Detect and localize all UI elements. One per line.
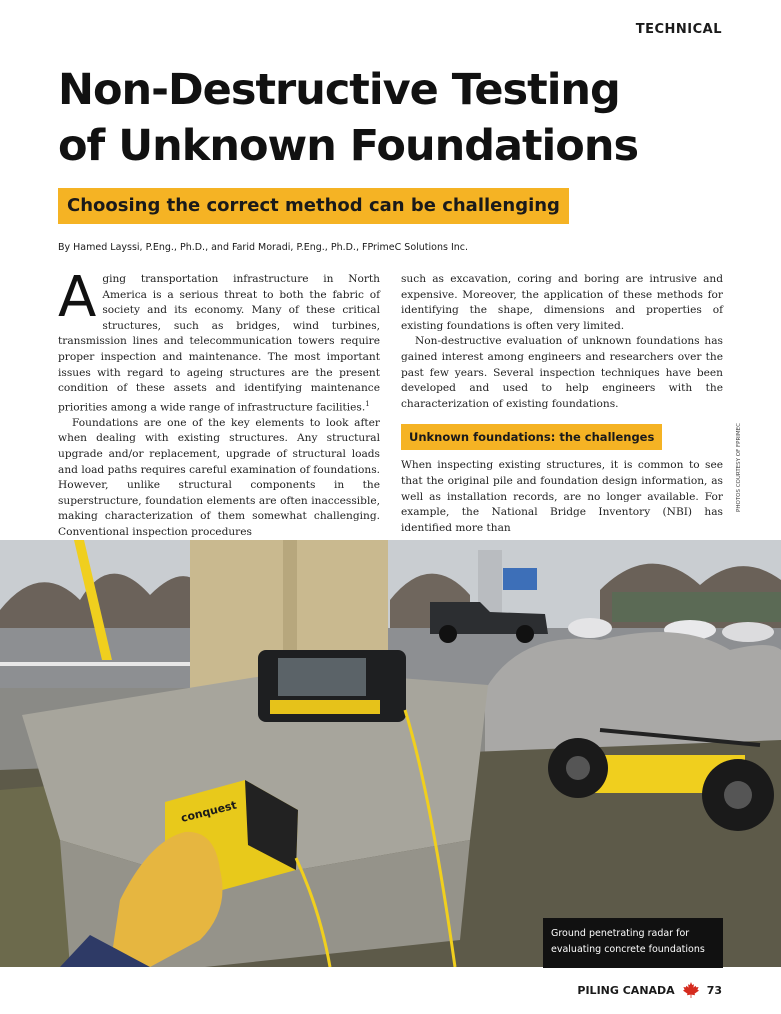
sensor-brand-label: conquest <box>179 798 238 825</box>
drop-cap: A <box>58 265 97 330</box>
caption-line-1: Ground penetrating radar for <box>551 928 690 939</box>
caption-line-2: evaluating concrete foundations <box>551 944 705 955</box>
article-subtitle: Choosing the correct method can be challenging <box>58 188 569 224</box>
section-subheading: Unknown foundations: the challenges <box>401 424 662 450</box>
byline: By Hamed Layssi, P.Eng., Ph.D., and Farid Moradi, P.Eng., Ph.D., FPrimeC Solutions Inc. <box>58 242 469 253</box>
paragraph-3: such as excavation, coring and boring are intrusive and expensive. Moreover, the application of these methods for identifying the shape, dimensions and properties of existing foundations is often very limited. <box>401 273 723 332</box>
paragraph-1 <box>58 265 380 416</box>
paragraph-1-text: ging transportation infrastructure in North America is a serious threat to both the fabric of society and its economy. Many of these critical structures, such as bridges, wind turbines, transmission lines and telecommunication towers require proper inspection and maintenance. The most important issues with regard to ageing structures are the present condition of these assets and identifying maintenance priorities among a wide range of infrastructure facilities. <box>58 273 380 414</box>
page-number: 73 <box>706 983 722 997</box>
publication-name: PILING CANADA <box>577 983 675 997</box>
paragraph-4: Non-destructive evaluation of unknown foundations has gained interest among engineers and researchers over the past few years. Several inspection techniques have been developed and used to help engineers with the characterization of existing foundations. <box>401 335 723 410</box>
footnote-marker: 1 <box>365 399 370 408</box>
article-title <box>58 62 738 174</box>
maple-leaf-icon <box>683 982 699 998</box>
section-label: TECHNICAL <box>635 22 722 37</box>
paragraph-5: When inspecting existing structures, it is common to see that the original pile and foundation design information, as well as installation records, are no longer available. For example, the National Bridge Inventory (NBI) has identified more than <box>401 459 723 534</box>
column-left <box>58 265 380 541</box>
title-line-2: of Unknown Foundations <box>58 121 639 171</box>
paragraph-2: Foundations are one of the key elements to look after when dealing with existing structures. Any structural upgrade and/or replacement, upgrade of structural loads and load paths requires careful examination of foundations. However, unlike structural components in the superstructure, foundation elements are often inaccessible, making characterization of them somewhat challenging. Conventional inspection procedures <box>58 416 380 539</box>
photo-credit: PHOTOS COURTESY OF FPRIMEC <box>736 423 742 512</box>
article-photo <box>0 540 781 967</box>
title-line-1: Non-Destructive Testing <box>58 65 620 115</box>
column-right <box>401 272 723 536</box>
page-footer <box>577 982 722 998</box>
photo-caption <box>543 918 723 968</box>
photo-illustration <box>0 540 781 967</box>
